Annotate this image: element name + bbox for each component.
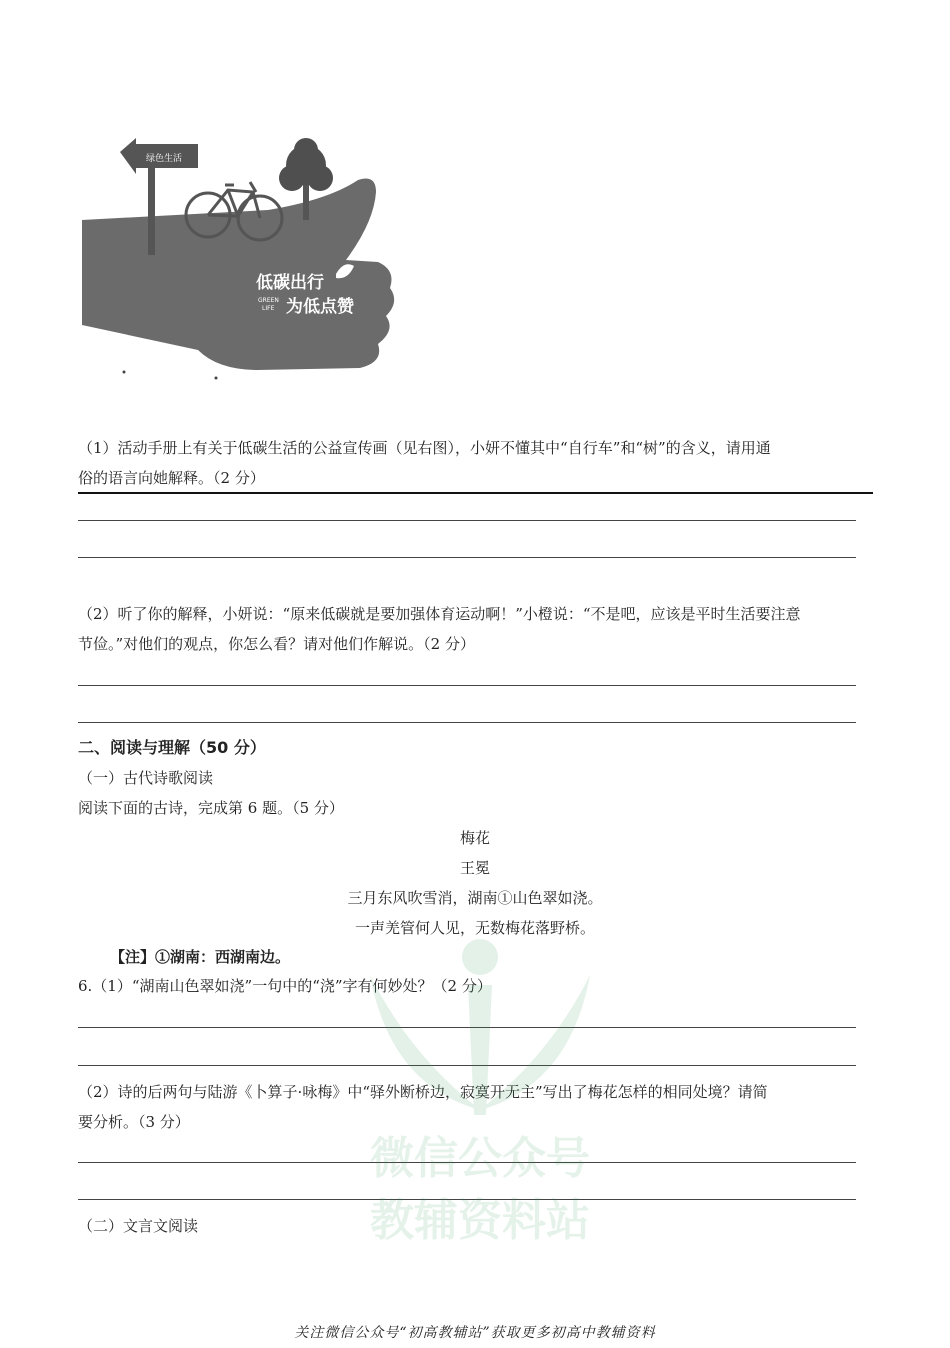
q6-part-1: 6.（1）“湖南山色翠如浇”一句中的“浇”字有何妙处？（2 分） bbox=[78, 977, 492, 995]
poem-author: 王冕 bbox=[459, 859, 490, 877]
instruction: 阅读下面的古诗，完成第 6 题。（5 分） bbox=[78, 799, 344, 817]
answer-line bbox=[78, 685, 856, 686]
subsection-title: （一）古代诗歌阅读 bbox=[78, 769, 214, 787]
sign-label: 绿色生活 bbox=[146, 154, 183, 164]
section-title: 二、阅读与理解（50 分） bbox=[78, 738, 266, 757]
answer-line bbox=[78, 1065, 856, 1066]
slogan-en-2: LIFE bbox=[262, 305, 275, 312]
answer-line bbox=[78, 722, 856, 723]
slogan-tail: 为低点赞 bbox=[286, 297, 354, 317]
answer-line bbox=[78, 557, 856, 558]
footer-promo: 关注微信公众号“初高教辅站”获取更多初高中教辅资料 bbox=[294, 1325, 656, 1341]
q6-part-2-line-2: 要分析。（3 分） bbox=[78, 1113, 190, 1131]
watermark-line-1: 微信公众号 bbox=[370, 1133, 590, 1184]
answer-line bbox=[78, 1027, 856, 1028]
q2-line-1: （2）听了你的解释，小妍说：“原来低碳就是要加强体育运动啊！”小橙说：“不是吧，应该是平时生活要注意 bbox=[78, 605, 801, 623]
signpost-pole bbox=[148, 160, 155, 255]
poem-note: 【注】①湖南：西湖南边。 bbox=[110, 948, 291, 966]
answer-line bbox=[78, 1199, 856, 1200]
low-carbon-poster bbox=[78, 130, 408, 390]
slogan-en-1: GREEN bbox=[258, 297, 279, 304]
q1-line-2: 俗的语言向她解释。（2 分） bbox=[78, 469, 265, 487]
q2-line-2: 节俭。”对他们的观点，你怎么看？请对他们作解说。（2 分） bbox=[78, 635, 475, 653]
watermark-line-2: 教辅资料站 bbox=[370, 1195, 590, 1246]
q6-part-2-line-1: （2）诗的后两句与陆游《卜算子·咏梅》中“驿外断桥边，寂寞开无主”写出了梅花怎样的相同处境？请简 bbox=[78, 1083, 768, 1101]
answer-line bbox=[78, 520, 856, 521]
divider bbox=[78, 492, 873, 494]
subsection-title-2: （二）文言文阅读 bbox=[78, 1217, 199, 1235]
poem-title: 梅花 bbox=[459, 829, 490, 847]
slogan-main: 低碳出行 bbox=[256, 273, 324, 293]
poem-line-2: 一声羌管何人见，无数梅花落野桥。 bbox=[354, 919, 595, 937]
q1-line-1: （1）活动手册上有关于低碳生活的公益宣传画（见右图），小妍不懂其中“自行车”和“树”的含义，请用通 bbox=[78, 439, 771, 457]
answer-line bbox=[78, 1162, 856, 1163]
poem-line-1: 三月东风吹雪消，湖南①山色翠如浇。 bbox=[347, 889, 603, 907]
